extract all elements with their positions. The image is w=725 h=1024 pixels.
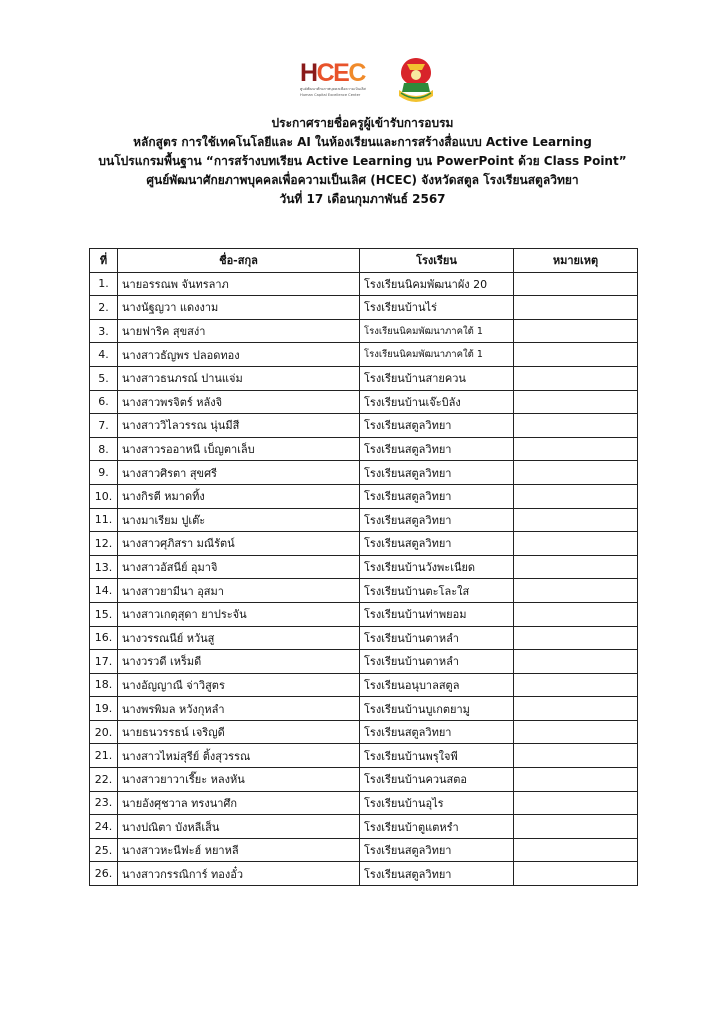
row-number: 16. [90, 626, 118, 650]
remark-cell [514, 838, 638, 862]
hcec-caption-en: Human Capital Excellence Center [300, 92, 361, 97]
row-number: 10. [90, 484, 118, 508]
participant-name: นายฟาริค สุขสง่า [118, 319, 360, 343]
school-name: โรงเรียนสตูลวิทยา [360, 414, 514, 438]
table-row [90, 366, 638, 390]
remark-cell [514, 673, 638, 697]
school-name: โรงเรียนสตูลวิทยา [360, 484, 514, 508]
table-row [90, 414, 638, 438]
remark-cell [514, 461, 638, 485]
participant-name: นางสาวอัสนีย์ อุมาจิ [118, 555, 360, 579]
school-name: โรงเรียนบ้านไร่ [360, 296, 514, 320]
remark-cell [514, 650, 638, 674]
table-row [90, 579, 638, 603]
participant-name: นางสาววิไลวรรณ นุ่นมีสี [118, 414, 360, 438]
participant-name: นายธนวรรธน์ เจริญดี [118, 720, 360, 744]
header-number: ที่ [90, 249, 118, 273]
table-row [90, 319, 638, 343]
hcec-logo [300, 60, 375, 104]
remark-cell [514, 602, 638, 626]
school-name: โรงเรียนบ้านตาหลำ [360, 626, 514, 650]
remark-cell [514, 296, 638, 320]
school-name: โรงเรียนนิคมพัฒนาภาคใต้ 1 [360, 319, 514, 343]
participant-name: นางมาเรียม ปูเต๊ะ [118, 508, 360, 532]
participant-name: นางกิรตี หมาดทิ้ง [118, 484, 360, 508]
remark-cell [514, 744, 638, 768]
row-number: 9. [90, 461, 118, 485]
school-name: โรงเรียนสตูลวิทยา [360, 720, 514, 744]
row-number: 22. [90, 768, 118, 792]
school-name: โรงเรียนอนุบาลสตูล [360, 673, 514, 697]
participant-name: นางสาวศิรตา สุขศรี [118, 461, 360, 485]
remark-cell [514, 532, 638, 556]
row-number: 6. [90, 390, 118, 414]
row-number: 12. [90, 532, 118, 556]
school-name: โรงเรียนบ้านอุไร [360, 791, 514, 815]
school-name: โรงเรียนสตูลวิทยา [360, 862, 514, 886]
participant-name: นายอรรณพ จันทรลาภ [118, 272, 360, 296]
table-row [90, 768, 638, 792]
remark-cell [514, 791, 638, 815]
remark-cell [514, 390, 638, 414]
participant-name: นางสาวพรจิตร์ หลังจิ [118, 390, 360, 414]
row-number: 5. [90, 366, 118, 390]
school-name: โรงเรียนสตูลวิทยา [360, 437, 514, 461]
remark-cell [514, 815, 638, 839]
remark-cell [514, 626, 638, 650]
header-school: โรงเรียน [360, 249, 514, 273]
table-body [90, 272, 638, 885]
heading-line-4: ศูนย์พัฒนาศักยภาพบุคคลเพื่อความเป็นเลิศ (HCEC) จังหวัดสตูล โรงเรียนสตูลวิทยา [146, 173, 579, 187]
row-number: 20. [90, 720, 118, 744]
participant-name: นางสาวศุภิสรา มณีรัตน์ [118, 532, 360, 556]
participant-name: นายอังศุชวาล ทรงนาศึก [118, 791, 360, 815]
row-number: 3. [90, 319, 118, 343]
participant-name: นางสาวยามีนา อุสมา [118, 579, 360, 603]
row-number: 1. [90, 272, 118, 296]
school-name: โรงเรียนบ้านเจ๊ะบิลัง [360, 390, 514, 414]
row-number: 21. [90, 744, 118, 768]
header-note: หมายเหตุ [514, 249, 638, 273]
table-row [90, 626, 638, 650]
participant-name: นางวรวดี เหร็มดี [118, 650, 360, 674]
row-number: 8. [90, 437, 118, 461]
row-number: 14. [90, 579, 118, 603]
heading-line-2: หลักสูตร การใช้เทคโนโลยีและ AI ในห้องเรียนและการสร้างสื่อแบบ Active Learning [133, 135, 592, 149]
participant-name: นางสาวหะนีฟะฮ์ หยาหลี [118, 838, 360, 862]
row-number: 17. [90, 650, 118, 674]
table-row [90, 508, 638, 532]
row-number: 15. [90, 602, 118, 626]
participant-name: นางอัญญาณี จ่าวิสูตร [118, 673, 360, 697]
table-row [90, 838, 638, 862]
school-name: โรงเรียนสตูลวิทยา [360, 508, 514, 532]
table-row [90, 815, 638, 839]
school-name: โรงเรียนสตูลวิทยา [360, 838, 514, 862]
participant-name: นางพรพิมล หวังกุหลำ [118, 697, 360, 721]
table-row [90, 862, 638, 886]
school-name: โรงเรียนบ้านวังพะเนียด [360, 555, 514, 579]
school-name: โรงเรียนบ้านท่าพยอม [360, 602, 514, 626]
table-row [90, 673, 638, 697]
table-row [90, 697, 638, 721]
remark-cell [514, 555, 638, 579]
row-number: 19. [90, 697, 118, 721]
table-row [90, 532, 638, 556]
table-row [90, 272, 638, 296]
table-row [90, 437, 638, 461]
remark-cell [514, 862, 638, 886]
participant-name: นางสาวยาวาเรี๊ยะ หลงหัน [118, 768, 360, 792]
school-emblem-icon [395, 56, 437, 106]
remark-cell [514, 343, 638, 367]
remark-cell [514, 697, 638, 721]
table-row [90, 296, 638, 320]
remark-cell [514, 366, 638, 390]
participant-name: นางสาวเกตุสุดา ยาประจัน [118, 602, 360, 626]
school-name: โรงเรียนบ้านตะโละใส [360, 579, 514, 603]
participant-table [89, 248, 638, 886]
row-number: 23. [90, 791, 118, 815]
participant-name: นางสาวรออาหนี เบ็ญตาเล็บ [118, 437, 360, 461]
table-row [90, 744, 638, 768]
table-row [90, 343, 638, 367]
participant-name: นางสาวกรรณิการ์ ทองอั๋ว [118, 862, 360, 886]
school-name: โรงเรียนบ้าตูแตหรำ [360, 815, 514, 839]
remark-cell [514, 272, 638, 296]
remark-cell [514, 579, 638, 603]
school-name: โรงเรียนสตูลวิทยา [360, 461, 514, 485]
row-number: 13. [90, 555, 118, 579]
table-row [90, 602, 638, 626]
row-number: 11. [90, 508, 118, 532]
heading-line-5: วันที่ 17 เดือนกุมภาพันธ์ 2567 [279, 192, 446, 206]
hcec-wordmark: HCEC [300, 59, 365, 87]
participant-name: นางนัฐญวา แดงงาม [118, 296, 360, 320]
school-name: โรงเรียนบ้านควนสตอ [360, 768, 514, 792]
table-row [90, 390, 638, 414]
school-name: โรงเรียนนิคมพัฒนาภาคใต้ 1 [360, 343, 514, 367]
school-name: โรงเรียนบ้านบูเกตยามู [360, 697, 514, 721]
remark-cell [514, 319, 638, 343]
school-name: โรงเรียนสตูลวิทยา [360, 532, 514, 556]
table-row [90, 791, 638, 815]
header-name: ชื่อ-สกุล [118, 249, 360, 273]
remark-cell [514, 484, 638, 508]
table-row [90, 720, 638, 744]
remark-cell [514, 437, 638, 461]
table-row [90, 484, 638, 508]
row-number: 2. [90, 296, 118, 320]
remark-cell [514, 414, 638, 438]
school-name: โรงเรียนบ้านสายควน [360, 366, 514, 390]
table-header-row [90, 249, 638, 273]
row-number: 18. [90, 673, 118, 697]
row-number: 7. [90, 414, 118, 438]
school-name: โรงเรียนบ้านพรุใจพี [360, 744, 514, 768]
heading-line-3: บนโปรแกรมพื้นฐาน “การสร้างบทเรียน Active Learning บน PowerPoint ด้วย Class Point” [98, 154, 627, 168]
participant-name: นางวรรณนีย์ หวันสู [118, 626, 360, 650]
row-number: 26. [90, 862, 118, 886]
participant-name: นางสาวไหม่สุรีย์ ติ้งสุวรรณ [118, 744, 360, 768]
table-row [90, 555, 638, 579]
announcement-heading [0, 114, 725, 209]
hcec-caption-th: ศูนย์พัฒนาศักยภาพบุคคลเพื่อความเป็นเลิศ [300, 87, 366, 91]
school-name: โรงเรียนนิคมพัฒนาผัง 20 [360, 272, 514, 296]
participant-name: นางสาวธนภรณ์ ปานแจ่ม [118, 366, 360, 390]
heading-line-1: ประกาศรายชื่อครูผู้เข้ารับการอบรม [271, 116, 454, 130]
table-row [90, 650, 638, 674]
school-name: โรงเรียนบ้านตาหลำ [360, 650, 514, 674]
remark-cell [514, 508, 638, 532]
remark-cell [514, 768, 638, 792]
participant-name: นางปณิตา บังหลีเส็น [118, 815, 360, 839]
row-number: 24. [90, 815, 118, 839]
row-number: 25. [90, 838, 118, 862]
table-row [90, 461, 638, 485]
remark-cell [514, 720, 638, 744]
participant-name: นางสาวธัญพร ปลอดทอง [118, 343, 360, 367]
row-number: 4. [90, 343, 118, 367]
logo-bar [0, 56, 725, 106]
